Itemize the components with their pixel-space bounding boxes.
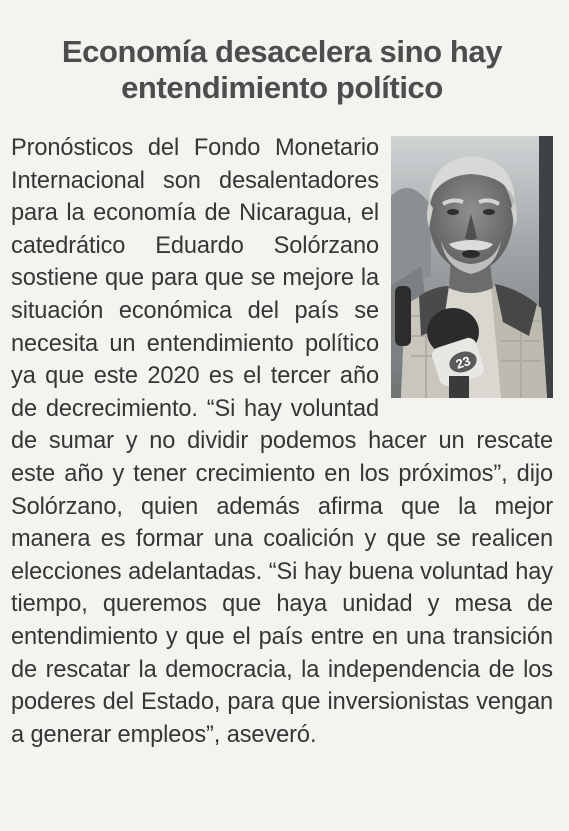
- portrait-illustration: [391, 136, 553, 398]
- microphone-channel-label: 23: [453, 353, 473, 372]
- headline-line-1: Economía desacelera sino hay: [61, 34, 503, 69]
- article-body: Pronósticos del Fondo Monetario Internacional son desalentadores para la economía de Nicaragua, el catedrático Eduardo Solórzano sostiene que para que se mejore la situación económica del país se necesita un entendimiento político ya que este 2020 es el tercer año de decrecimiento. “Si hay voluntad de sumar y no dividir podemos hacer un rescate este año y tener crecimiento en los próximos”, dijo Solórzano, quien además afirma que la mejor manera es formar una coalición y que se realicen elecciones adelantadas. “Si hay buena voluntad hay tiempo, queremos que haya unidad y mesa de entendimiento y que el país entre en una transición de rescatar la democracia, la independencia de los poderes del Estado, para que inversionistas vengan a generar empleos”, aseveró.: [11, 135, 553, 748]
- headline-line-2: entendimiento político: [121, 70, 443, 105]
- article-headline: [11, 34, 553, 106]
- article-photo: [391, 136, 553, 398]
